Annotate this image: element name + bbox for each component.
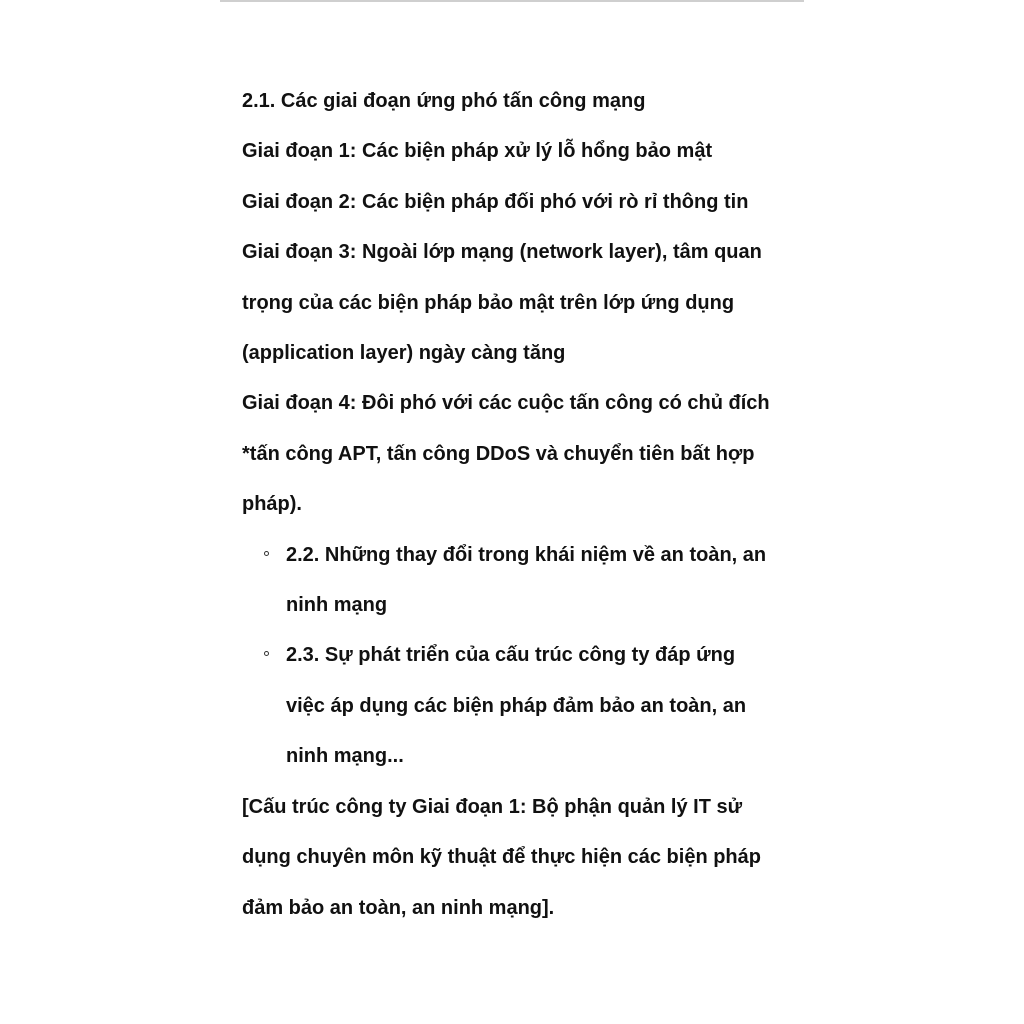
paragraph-line: *tấn công APT, tấn công DDoS và chuyển tiên bất hợp bbox=[242, 442, 755, 465]
list-item-line: ninh mạng... bbox=[286, 745, 404, 768]
list-item-2-2 bbox=[242, 530, 812, 631]
list-item-2-3 bbox=[242, 630, 812, 781]
section-heading: 2.1. Các giai đoạn ứng phó tấn công mạng bbox=[242, 90, 646, 112]
list-item-line: 2.2. Những thay đổi trong khái niệm về an toàn, an bbox=[286, 543, 767, 566]
paragraph-line: Giai đoạn 3: Ngoài lớp mạng (network layer), tâm quan bbox=[242, 241, 762, 264]
top-divider bbox=[220, 0, 804, 2]
paragraph-line: (application layer) ngày càng tăng bbox=[242, 342, 566, 365]
paragraph-line: Giai đoạn 1: Các biện pháp xử lý lỗ hổng bảo mật bbox=[242, 140, 713, 163]
list-item-line: 2.3. Sự phát triển của cấu trúc công ty đáp ứng bbox=[286, 644, 736, 667]
list-item-line: việc áp dụng các biện pháp đảm bảo an toàn, an bbox=[286, 694, 747, 717]
stage-2-paragraph bbox=[242, 177, 812, 227]
paragraph-line: pháp). bbox=[242, 493, 302, 516]
hollow-bullet-icon bbox=[264, 651, 269, 656]
stage-4-paragraph bbox=[242, 378, 812, 529]
document-body bbox=[242, 76, 812, 933]
paragraph-line: [Cấu trúc công ty Giai đoạn 1: Bộ phận quản lý IT sử bbox=[242, 795, 743, 818]
stage-3-paragraph bbox=[242, 227, 812, 378]
paragraph-line: trọng của các biện pháp bảo mật trên lớp ứng dụng bbox=[242, 291, 735, 314]
hollow-bullet-icon bbox=[264, 551, 269, 556]
stage-1-paragraph bbox=[242, 126, 812, 176]
paragraph-line: đảm bảo an toàn, an ninh mạng]. bbox=[242, 896, 555, 919]
paragraph-line: Giai đoạn 4: Đôi phó với các cuộc tấn công có chủ đích bbox=[242, 392, 770, 415]
list-item-line: ninh mạng bbox=[286, 594, 388, 617]
paragraph-line: Giai đoạn 2: Các biện pháp đối phó với rò rỉ thông tin bbox=[242, 190, 749, 213]
paragraph-line: dụng chuyên môn kỹ thuật để thực hiện các biện pháp bbox=[242, 846, 761, 869]
closing-paragraph bbox=[242, 782, 812, 933]
